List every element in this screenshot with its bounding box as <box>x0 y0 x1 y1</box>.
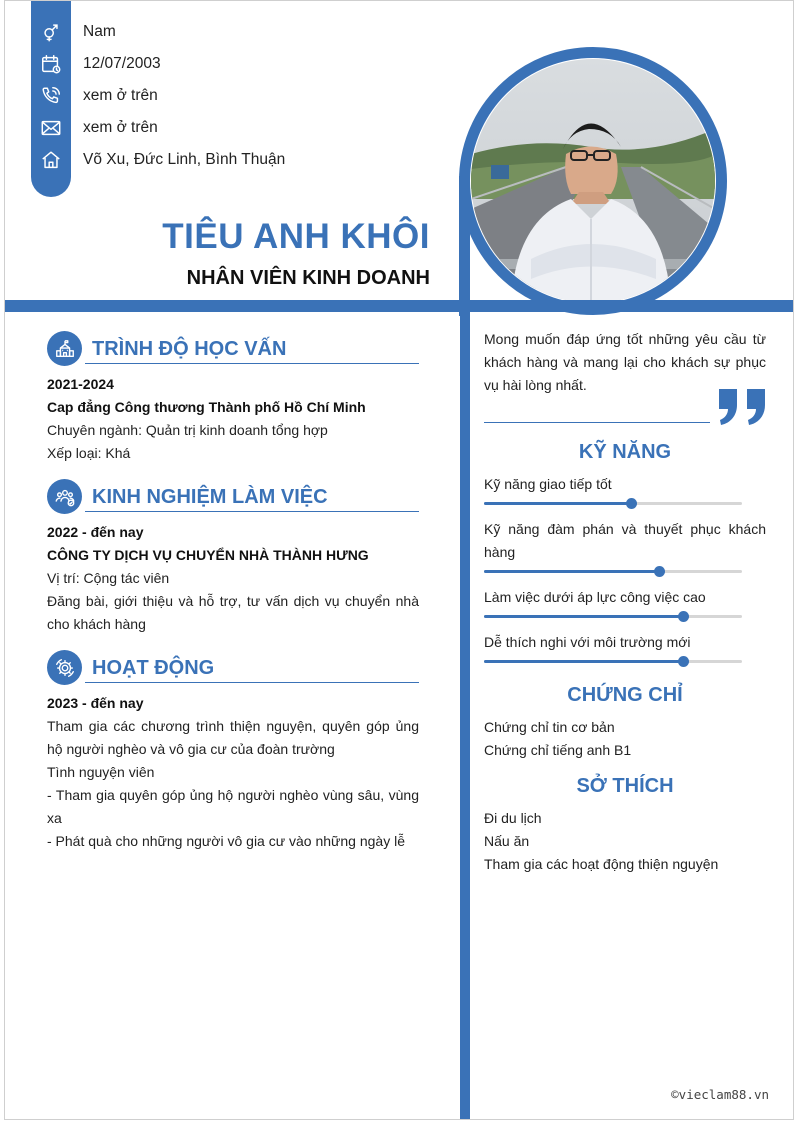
gender-icon <box>31 16 71 48</box>
skill-bar-fill <box>484 502 631 505</box>
hobby-item: Đi du lịch <box>484 810 542 826</box>
vertical-divider <box>460 301 470 1120</box>
skill-bar-knob <box>678 656 689 667</box>
skills-title: KỸ NĂNG <box>578 441 672 463</box>
education-grade: Xếp loại: Khá <box>47 445 131 461</box>
certificates-list <box>484 716 766 762</box>
skill-label: Kỹ năng đàm phán và thuyết phục khách hàng <box>484 521 766 560</box>
contact-birthday-value: 12/07/2003 <box>83 55 161 72</box>
job-title: NHÂN VIÊN KINH DOANH <box>186 267 430 289</box>
contact-phone-value: xem ở trên <box>83 87 158 104</box>
section-activities <box>47 650 419 853</box>
home-icon <box>31 144 71 176</box>
contact-gender-value: Nam <box>83 23 116 40</box>
skill-bar <box>484 502 742 505</box>
contact-email-value: xem ở trên <box>83 119 158 136</box>
section-rule <box>85 682 419 683</box>
contact-address-value: Võ Xu, Đức Linh, Bình Thuận <box>83 151 286 168</box>
experience-position: Vị trí: Cộng tác viên <box>47 570 170 586</box>
objective-rule <box>484 422 710 423</box>
activities-line: Tình nguyện viên <box>47 764 155 780</box>
contact-address <box>31 144 361 176</box>
section-experience <box>47 479 419 636</box>
career-objective: Mong muốn đáp ứng tốt những yêu cầu từ khách hàng và mang lại cho khách sự phục vụ hài lòng nhất. <box>484 331 766 393</box>
experience-description: Đăng bài, giới thiệu và hỗ trợ, tư vấn dịch vụ chuyển nhà cho khách hàng <box>47 593 419 632</box>
hobby-item: Nấu ăn <box>484 833 530 849</box>
section-title: KINH NGHIỆM LÀM VIỆC <box>92 486 328 508</box>
skill-bar <box>484 660 742 663</box>
calendar-icon <box>31 48 71 80</box>
hobby-item: Tham gia các hoạt động thiện nguyện <box>484 856 719 872</box>
skill-label: Làm việc dưới áp lực công việc cao <box>484 589 706 605</box>
activities-line: Tham gia các chương trình thiện nguyện, quyên góp ủng hộ người nghèo và vô gia cư của đoàn trường <box>47 718 419 757</box>
activities-line: - Phát quà cho những người vô gia cư vào những ngày lễ <box>47 833 406 849</box>
profile-photo <box>471 59 715 303</box>
certificates-title: CHỨNG CHỈ <box>567 684 683 706</box>
gear-icon <box>47 650 82 685</box>
photo-frame-connector <box>459 176 470 316</box>
section-title: TRÌNH ĐỘ HỌC VẤN <box>92 338 287 360</box>
experience-period: 2022 - đến nay <box>47 524 144 540</box>
section-education <box>47 331 419 465</box>
skill-label: Kỹ năng giao tiếp tốt <box>484 476 612 492</box>
experience-company: CÔNG TY DỊCH VỤ CHUYỂN NHÀ THÀNH HƯNG <box>47 547 369 563</box>
activities-period: 2023 - đến nay <box>47 695 144 711</box>
skill-bar <box>484 615 742 618</box>
contact-email <box>31 112 361 144</box>
section-rule <box>85 511 419 512</box>
skill-bar-knob <box>654 566 665 577</box>
watermark: ©vieclam88.vn <box>671 1087 769 1102</box>
school-icon <box>47 331 82 366</box>
phone-icon <box>31 80 71 112</box>
skill-label: Dễ thích nghi với môi trường mới <box>484 634 691 650</box>
skill-bar <box>484 570 742 573</box>
section-rule <box>85 363 419 364</box>
horizontal-divider <box>5 300 794 312</box>
skill-bar-fill <box>484 570 659 573</box>
skill-bar-fill <box>484 660 683 663</box>
contact-phone <box>31 80 361 112</box>
education-period: 2021-2024 <box>47 376 114 392</box>
certificate-item: Chứng chỉ tiếng anh B1 <box>484 742 632 758</box>
certificate-item: Chứng chỉ tin cơ bản <box>484 719 615 735</box>
hobbies-list <box>484 807 766 876</box>
activities-line: - Tham gia quyên góp ủng hộ người nghèo vùng sâu, vùng xa <box>47 787 419 826</box>
team-icon <box>47 479 82 514</box>
cv-page <box>4 0 794 1120</box>
contact-gender <box>31 16 361 48</box>
education-major: Chuyên ngành: Quản trị kinh doanh tổng hợp <box>47 422 328 438</box>
section-title: HOẠT ĐỘNG <box>92 657 215 679</box>
mail-icon <box>31 112 71 144</box>
skill-bar-knob <box>678 611 689 622</box>
contact-birthday <box>31 48 361 80</box>
hobbies-title: SỞ THÍCH <box>576 775 674 797</box>
candidate-name: TIÊU ANH KHÔI <box>162 217 430 256</box>
skill-bar-knob <box>626 498 637 509</box>
skill-bar-fill <box>484 615 683 618</box>
education-school: Cap đẳng Công thương Thành phố Hồ Chí Minh <box>47 399 366 415</box>
quote-icon <box>715 385 769 427</box>
